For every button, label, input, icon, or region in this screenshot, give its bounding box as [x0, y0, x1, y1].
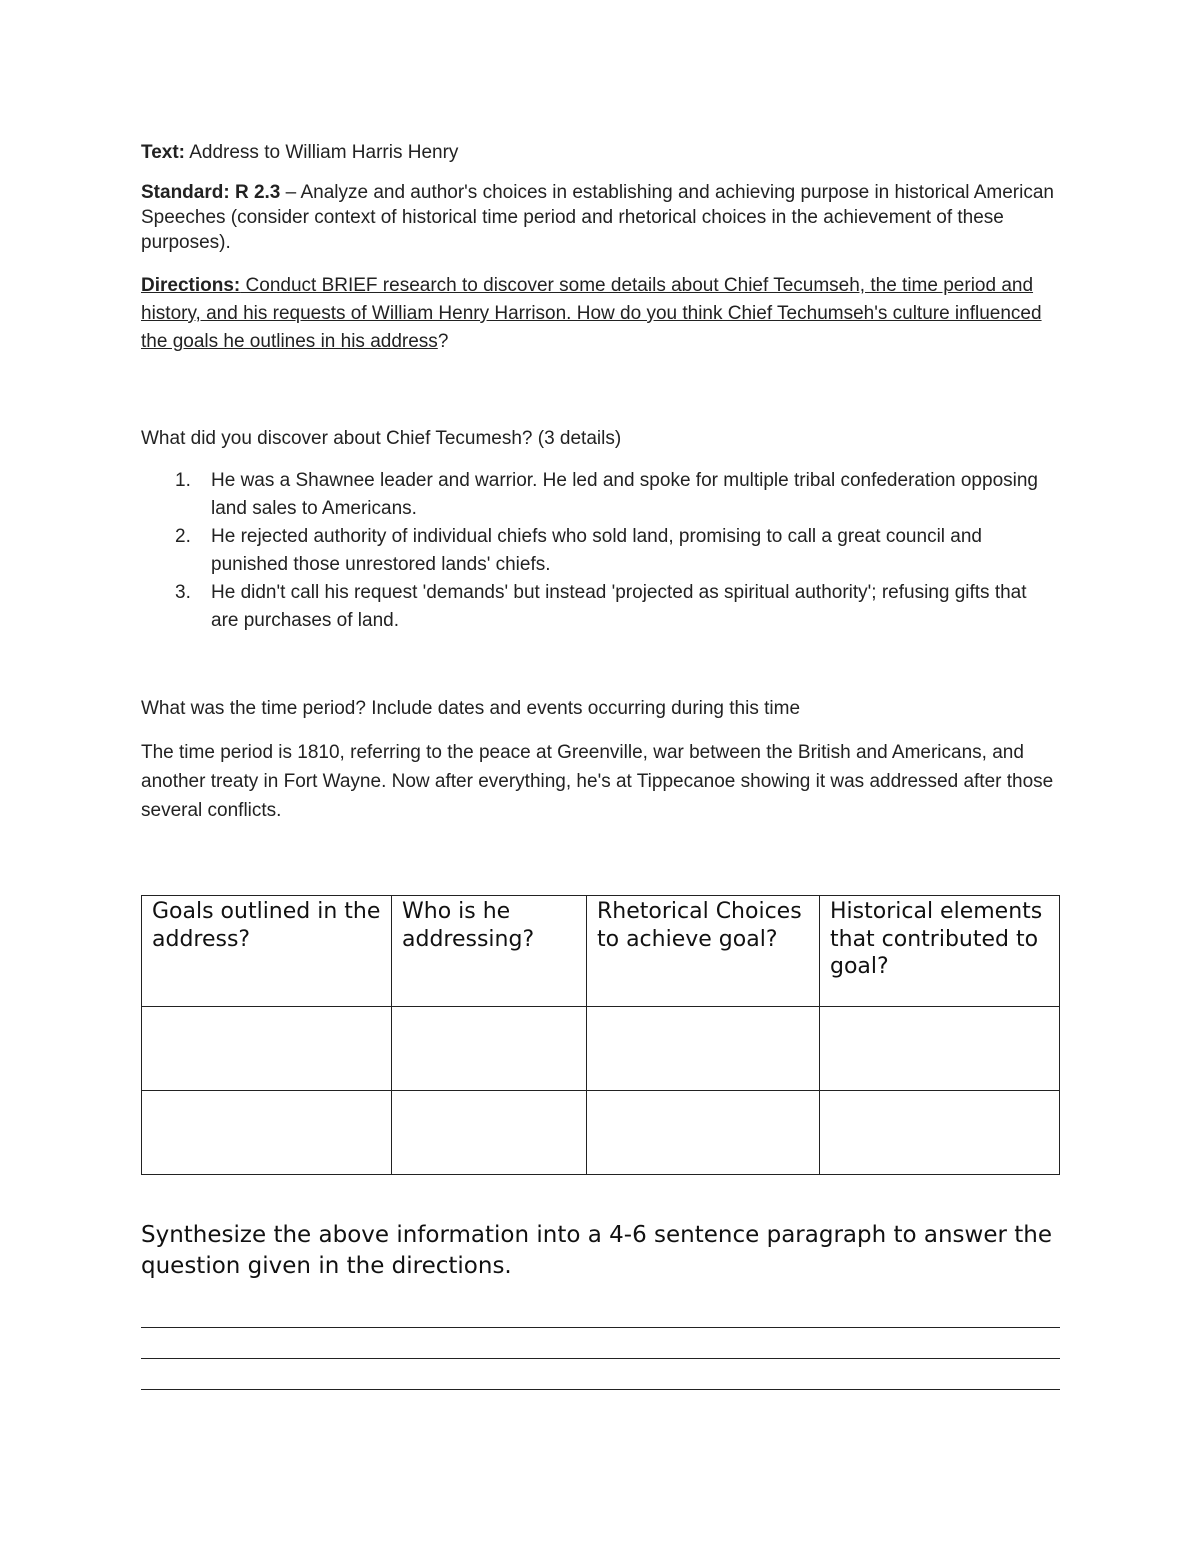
list-item [141, 579, 1059, 635]
directions-end: ? [437, 331, 449, 352]
table-row [142, 1091, 1060, 1175]
worksheet [141, 140, 1059, 825]
list-number: 3. [175, 582, 191, 603]
list-text: He was a Shawnee leader and warrior. He led and spoke for multiple tribal confederation opposing land sales to Americans. [211, 470, 1038, 519]
question2-prompt: What was the time period? Include dates and events occurring during this time [141, 698, 801, 719]
table-header-row [142, 896, 1060, 1007]
list-number: 2. [175, 526, 191, 547]
question2-answer: The time period is 1810, referring to the peace at Greenville, war between the British and Americans, and another treaty in Fort Wayne. Now after everything, he's at Tippecanoe showing it was addressed after those several conflicts. [141, 742, 1054, 821]
header-audience: Who is he addressing? [392, 896, 587, 1007]
details-list [141, 467, 1059, 635]
text-line [141, 140, 1059, 165]
table-cell[interactable] [142, 1091, 392, 1175]
list-text: He didn't call his request 'demands' but instead 'projected as spiritual authority'; refusing gifts that are purchases of land. [211, 582, 1027, 631]
directions-label: Directions: [141, 275, 241, 296]
table-cell[interactable] [142, 1007, 392, 1091]
standard-line [141, 180, 1059, 255]
answer-line[interactable] [141, 1358, 1060, 1359]
list-item [141, 523, 1059, 579]
header-goals: Goals outlined in the address? [142, 896, 392, 1007]
table-cell[interactable] [587, 1007, 820, 1091]
table-cell[interactable] [820, 1007, 1060, 1091]
text-value: Address to William Harris Henry [184, 142, 459, 163]
list-number: 1. [175, 470, 191, 491]
analysis-table [141, 895, 1060, 1175]
standard-value: – Analyze and author's choices in establishing and achieving purpose in historical American Speeches (consider context of historical time period and rhetorical choices in the achievement of these purposes). [141, 182, 1054, 253]
header-historical: Historical elements that contributed to goal? [820, 896, 1060, 1007]
table-cell[interactable] [587, 1091, 820, 1175]
table-cell[interactable] [392, 1091, 587, 1175]
table-cell[interactable] [392, 1007, 587, 1091]
list-item [141, 467, 1059, 523]
list-text: He rejected authority of individual chiefs who sold land, promising to call a great council and punished those unrestored lands' chiefs. [211, 526, 982, 575]
table-cell[interactable] [820, 1091, 1060, 1175]
question1-prompt: What did you discover about Chief Tecumesh? (3 details) [141, 428, 622, 449]
answer-line[interactable] [141, 1389, 1060, 1390]
directions-line [141, 272, 1059, 356]
text-label: Text: [141, 142, 185, 163]
answer-line[interactable] [141, 1327, 1060, 1328]
directions-value: Conduct BRIEF research to discover some details about Chief Tecumseh, the time period and history, and his requests of William Henry Harrison. How do you think Chief Techumseh's culture influenced the goals he outlines in his address [141, 275, 1042, 352]
standard-label: Standard: R 2.3 [141, 182, 281, 203]
header-rhetorical: Rhetorical Choices to achieve goal? [587, 896, 820, 1007]
synthesis-prompt: Synthesize the above information into a 4-6 sentence paragraph to answer the question given in the directions. [141, 1222, 1053, 1279]
table-row [142, 1007, 1060, 1091]
